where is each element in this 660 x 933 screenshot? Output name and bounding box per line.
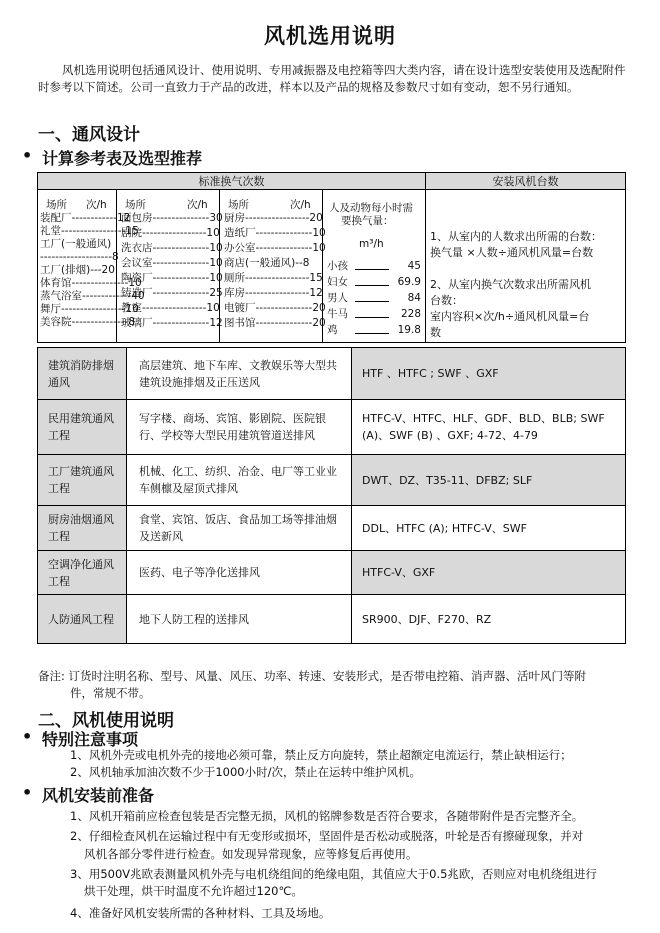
list-item: 电镀厂---------------20 [224, 302, 326, 314]
list-item: 会议室---------------10 [121, 257, 223, 269]
models-cell: DDL、HTFC (A); HTFC-V、SWF [352, 506, 626, 551]
list-item: 洗衣店---------------10 [121, 242, 223, 254]
order-note-line1: 备注: 订货时注明名称、型号、风量、风压、功率、转速、安装形式，是否带电控箱、消声器、活叶风门等附 [38, 669, 587, 683]
list-item: 图书馆---------------20 [224, 317, 326, 329]
list-item: 美容院---------------8 [40, 316, 136, 328]
col2-head-place: 场所 [125, 199, 146, 211]
column-places-3 [220, 190, 326, 343]
list-item: 工厂(一般通风) [40, 238, 112, 250]
list-item: 装配厂------------12 [40, 212, 131, 224]
application-cell: 食堂、宾馆、饭店、食品加工场等排油烟及送新风 [127, 506, 352, 551]
col1-head-unit: 次/h [86, 199, 107, 211]
prep-item-1: 1、风机开箱前应检查包装是否完整无损，风机的铭牌参数是否符合要求，各随带附件是否完整齐全。 [70, 809, 584, 823]
category-cell: 厨房油烟通风工程 [38, 506, 127, 551]
models-cell: HTFC-V、GXF [352, 551, 626, 595]
formula-line-3: 2、从室内换气次数求出所需风机 [430, 278, 591, 291]
caution-item-1: 1、风机外壳或电机外壳的接地必须可靠，禁止反方向旋转，禁止超额定电流运行，禁止缺相运行； [70, 748, 572, 762]
subsection-heading-cautions: 特别注意事项 [42, 730, 139, 749]
list-item: 厕所-----------------15 [224, 272, 323, 284]
animal-name: 妇女 [327, 276, 348, 288]
section-heading-ventilation-design: 一、通风设计 [38, 125, 140, 145]
list-item: 办公室---------------10 [224, 242, 326, 254]
category-cell: 空调净化通风工程 [38, 551, 127, 595]
prep-item-3-cont: 烘干处理，烘干时温度不允许超过120℃。 [84, 884, 303, 898]
formula-line-6: 数 [430, 326, 441, 339]
air-volume-value: 228 [400, 308, 421, 320]
bullet-icon: • [22, 783, 33, 802]
category-cell: 工厂建筑通风工程 [38, 455, 127, 506]
list-item: 教室-----------------10 [121, 302, 220, 314]
column-people-animals [323, 190, 426, 343]
category-cell: 人防通风工程 [38, 595, 127, 644]
prep-item-2-cont: 风机各部分零件进行检查。如发现异常现象，应等修复后再使用。 [84, 847, 418, 861]
bullet-icon: • [22, 727, 33, 746]
column-fan-count-formulas [426, 190, 626, 343]
list-item: 商店(一般通风)--8 [224, 257, 310, 269]
leader-line [355, 285, 389, 286]
application-cell: 高层建筑、地下车库、文教娱乐等大型共建筑设施排烟及正压送风 [127, 348, 352, 400]
list-item: 铸造厂---------------25 [121, 287, 223, 299]
caution-item-2: 2、风机轴承加油次数不少于1000小时/次，禁止在运转中维护风机。 [70, 765, 421, 779]
models-cell: SR900、DJF、F270、RZ [352, 595, 626, 644]
models-cell: DWT、DZ、T35-11、DFBZ; SLF [352, 455, 626, 506]
list-item: 工厂(排烟)---20 [40, 264, 115, 276]
list-item: 礼堂-----------------15 [40, 225, 139, 237]
list-item: 造纸厂---------------10 [224, 227, 326, 239]
list-item: 玻璃厂---------------12 [121, 317, 223, 329]
application-cell: 写字楼、商场、宾馆、影剧院、医院银行、学校等大型民用建筑管道送排风 [127, 400, 352, 455]
col2-head-unit: 次/h [187, 199, 208, 211]
leader-line [355, 269, 389, 270]
fan-selection-table [37, 347, 626, 644]
list-item: 蒸气浴室-------------40 [40, 290, 145, 302]
application-cell: 机械、化工、纺织、冶金、电厂等工业业车侧檩及屋顶式排风 [127, 455, 352, 506]
animal-name: 牛马 [327, 308, 348, 320]
subsection-heading-preparation: 风机安装前准备 [42, 786, 155, 805]
formula-line-4: 台数： [430, 294, 463, 307]
header-fan-count: 安装风机台数 [426, 173, 626, 190]
models-cell: HTFC-V、HTFC、HLF、GDF、BLD、BLB; SWF (A)、SWF (B) 、GXF; 4-72、4-79 [352, 400, 626, 455]
list-item: 厨房-----------------20 [224, 212, 323, 224]
animal-name: 小孩 [327, 260, 348, 272]
intro-paragraph: 风机选用说明包括通风设计、使用说明、专用减振器及电控箱等四大类内容，请在设计选型安装使用及选配附件时参考以下简述。公司一直致力于产品的改进，样本以及产品的规格及参数尺寸如有变动，恕不另行通知。 [38, 63, 626, 94]
list-item: 体育馆---------------10 [40, 277, 142, 289]
prep-item-4: 4、准备好风机安装所需的各种材料、工具及场地。 [70, 906, 331, 920]
list-item: 舞厅-----------------10 [40, 303, 139, 315]
list-item: -------------------8 [40, 251, 119, 263]
air-volume-value: 45 [407, 260, 421, 272]
formula-line-1: 1、从室内的人数求出所需的台数： [430, 230, 602, 243]
animal-name: 鸡 [327, 324, 338, 336]
col3-head-unit: 次/h [290, 199, 311, 211]
application-cell: 地下人防工程的送排风 [127, 595, 352, 644]
section-heading-usage: 二、风机使用说明 [38, 711, 174, 731]
column-places-2 [117, 190, 223, 343]
animal-name: 男人 [327, 292, 348, 304]
people-unit: m³/h [359, 238, 384, 250]
col3-head-place: 场所 [228, 199, 249, 211]
category-cell: 民用建筑通风工程 [38, 400, 127, 455]
column-places-1 [38, 190, 145, 343]
air-change-table [37, 172, 626, 343]
models-cell: HTF 、HTFC ; SWF 、GXF [352, 348, 626, 400]
list-item: 库房-----------------12 [224, 287, 323, 299]
prep-item-3: 3、用500V兆欧表测量风机外壳与电机绕组间的绝缘电阻，其值应大于0.5兆欧，否则应对电机绕组进行 [70, 867, 597, 881]
people-title-line2: 要换气量： [341, 215, 394, 227]
application-cell: 医药、电子等净化送排风 [127, 551, 352, 595]
category-cell: 建筑消防排烟通风 [38, 348, 127, 400]
order-note-line2: 件，常规不带。 [70, 686, 151, 700]
formula-line-2: 换气量 ×人数÷通风机风量=台数 [430, 246, 594, 259]
prep-item-2: 2、仔细检查风机在运输过程中有无变形或损坏，坚固件是否松动或脱落，叶轮是否有擦碰现象，并对 [70, 829, 584, 843]
col1-head-place: 场所 [46, 199, 67, 211]
list-item: 面包房---------------30 [121, 212, 223, 224]
subsection-heading-reference-table: 计算参考表及选型推荐 [42, 149, 203, 168]
people-title-line1: 人及动物每小时需 [329, 202, 413, 214]
bullet-icon: • [22, 146, 33, 165]
page-title: 风机选用说明 [264, 24, 396, 48]
leader-line [355, 317, 389, 318]
list-item: 陶瓷厂---------------10 [121, 272, 223, 284]
air-volume-value: 19.8 [397, 324, 421, 336]
formula-line-5: 室内容积×次/h÷通风机风量=台 [430, 310, 590, 323]
leader-line [355, 333, 389, 334]
leader-line [355, 301, 389, 302]
header-standard-air-changes: 标准换气次数 [38, 173, 426, 190]
air-volume-value: 69.9 [397, 276, 421, 288]
list-item: 剧院-----------------10 [121, 227, 220, 239]
air-volume-value: 84 [407, 292, 421, 304]
